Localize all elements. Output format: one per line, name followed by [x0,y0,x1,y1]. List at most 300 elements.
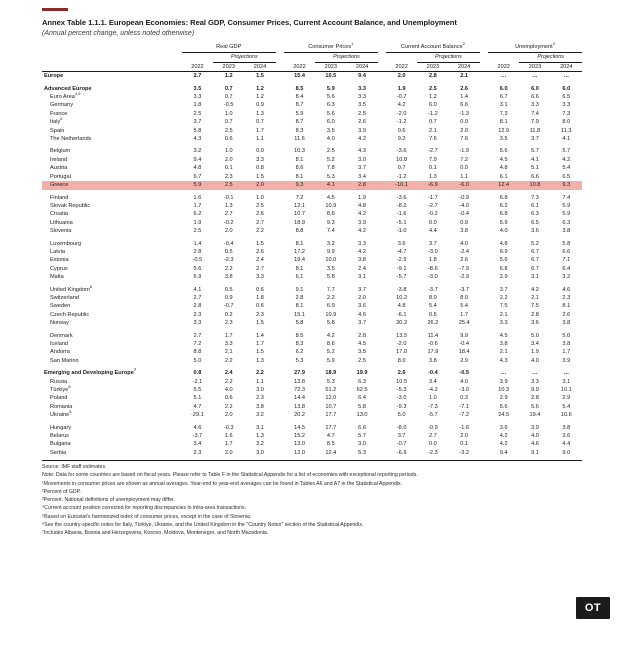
table-cell: 2.8 [193,303,202,310]
table-note: ³Percent. National definitions of unemployment may differ. [42,497,175,504]
table-cell: -29.1 [191,412,204,419]
table-cell: 4.2 [358,248,366,255]
table-cell: 3.7 [428,240,437,247]
table-cell: 3.8 [562,341,571,347]
table-cell: 4.0 [326,136,335,143]
table-cell: 6.9 [499,248,508,255]
row-label: Poland [50,395,68,402]
table-row [42,110,582,118]
table-cell: 4.1 [531,156,539,163]
page-title: Annex Table 1.1.1. European Economies: Real GDP, Consumer Prices, Current Account Balance, and Unemployment [42,18,457,27]
table-cell: 4.2 [358,228,366,235]
row-label: The Netherlands [50,136,92,143]
table-cell: 3.1 [358,274,366,281]
row-label: Emerging and Developing Europe$^7$ [44,367,137,377]
row-label: Advanced Europe [44,85,92,92]
table-cell: 7.5 [499,303,508,310]
table-row [42,164,582,172]
table-cell: 0.8 [193,370,202,377]
table-cell: -0.5 [459,370,469,377]
table-cell: 7.2 [295,194,304,201]
table-cell: 7.7 [326,286,335,293]
table-cell: 8.1 [295,240,304,247]
table-cell: 3.4 [531,341,539,347]
table-cell: 2.3 [224,173,233,180]
table-cell: 2.4 [358,265,366,272]
table-cell: 9.2 [397,136,406,143]
row-label: Denmark [50,332,73,339]
table-cell: 3.8 [256,403,264,410]
table-cell: 2.2 [224,403,233,410]
table-cell: -3.7 [428,286,438,293]
table-cell: 2.3 [224,320,233,327]
table-cell: … [500,370,507,377]
table-cell: 6.9 [193,274,202,281]
table-cell: 15.2 [294,433,305,440]
table-cell: 2.4 [256,257,264,264]
table-cell: 2.1 [499,349,508,356]
table-cell: 10.8 [396,156,408,163]
table-row [42,424,582,432]
table-cell: 0.6 [224,395,233,402]
table-row [42,181,582,189]
table-cell: 2.7 [182,72,213,81]
table-cell: 2.7 [256,265,264,272]
table-cell: 10.7 [294,211,305,218]
table-cell: 3.7 [499,286,508,293]
table-cell: 25.4 [458,320,470,327]
table-row [42,85,582,93]
table-cell: 6.5 [562,94,571,101]
table-cell: 2.5 [224,127,233,134]
table-cell: -6.1 [396,311,407,318]
table-cell: 17.9 [427,349,439,356]
table-row [42,72,582,81]
row-label: Bulgaria [50,441,71,448]
table-cell: 8.6 [295,165,304,172]
table-cell: -0.4 [428,370,438,377]
table-cell: 6.3 [326,102,335,109]
table-cell: 17.2 [294,248,305,255]
table-cell: -1.2 [396,119,407,126]
table-cell: 6.0 [499,85,508,92]
table-cell: 3.5 [193,85,202,92]
table-cell: 4.0 [531,433,539,440]
table-cell: 10.5 [315,72,346,81]
table-cell: 2.5 [358,110,366,117]
table-cell: 1.3 [256,110,264,117]
table-cell: 7.4 [531,110,539,117]
table-cell: 5.4 [562,165,571,172]
table-cell: 5.9 [499,219,508,226]
table-cell: 5.9 [562,202,571,209]
header-projections-cpi: Projections [315,53,378,62]
table-cell: 6.3 [358,378,366,385]
table-cell: 6.5 [531,219,539,226]
table-cell: -1.0 [396,228,407,235]
table-cell: 6.5 [562,173,571,180]
table-cell: 10.3 [498,387,510,394]
table-cell: 0.7 [224,94,233,101]
table-cell: -6.0 [449,181,480,189]
table-cell: 4.1 [315,181,346,189]
table-cell: 9.9 [460,332,469,339]
table-row [42,311,582,319]
table-cell: 0.6 [224,136,233,143]
table-cell: 1.4 [256,332,264,339]
table-cell: 0.0 [428,219,437,226]
table-cell: 3.8 [562,424,571,431]
table-note: ⁵Based on Eurostat's harmonized index of consumer prices, except in the case of Slovenia. [42,513,252,520]
table-row [42,127,582,135]
table-cell: 19.4 [529,412,541,419]
table-cell: 1.4 [193,240,202,247]
table-cell: 2.5 [326,148,335,155]
table-cell: 0.9 [460,119,469,126]
table-cell: 3.7 [193,119,202,126]
table-cell: 6.0 [531,85,539,92]
table-cell: -4.2 [428,387,438,394]
table-cell: -2.9 [459,274,469,281]
page-subtitle: (Annual percent change, unless noted otherwise) [42,30,195,37]
table-cell: 62.5 [356,387,368,394]
row-label: Hungary [50,424,72,431]
header-group-consumer-prices: Consumer Prices$^1$ [284,43,378,53]
table-cell: 0.1 [224,165,233,172]
table-cell: 2.0 [224,412,233,419]
table-cell: -0.5 [223,102,234,109]
header-year: 2022 [191,63,204,70]
table-cell: 7.4 [562,194,571,201]
table-row [42,386,582,394]
table-cell: 1.8 [256,294,264,301]
table-cell: 19.4 [294,257,305,264]
table-row [42,202,582,210]
table-row [42,227,582,235]
table-cell: 6.1 [295,274,304,281]
table-cell: 5.6 [499,148,508,155]
table-cell: 5.8 [326,274,335,281]
table-cell: 8.1 [295,173,304,180]
table-cell: -2.3 [428,449,438,456]
table-cell: 0.7 [224,119,233,126]
table-cell: 0.7 [256,119,264,126]
table-notes [42,460,582,537]
table-cell: 1.7 [460,311,469,318]
table-cell: 1.3 [224,202,233,209]
table-cell: 1.7 [256,341,264,347]
table-cell: 1.7 [193,202,202,209]
table-cell: 8.5 [295,332,304,339]
table-cell: 4.2 [358,136,366,143]
table-cell: 9.9 [326,248,335,255]
table-cell: 8.6 [326,211,335,218]
table-cell: 4.2 [531,286,539,293]
table-cell: 2.0 [224,449,233,456]
table-cell: 6.6 [531,173,539,180]
table-cell: 7.8 [326,165,335,172]
table-cell: -1.6 [396,211,407,218]
table-cell: 0.9 [460,219,469,226]
row-label: Cyprus [50,265,68,272]
table-cell: -3.0 [428,248,438,255]
header-blank [42,43,182,53]
table-cell: 3.8 [499,341,508,347]
table-cell: 26.2 [427,320,439,327]
table-cell: 0.8 [256,165,264,172]
table-cell: -1.6 [459,424,469,431]
row-label: Europe [42,72,182,81]
header-group-unemployment: Unemployment$^3$ [488,43,582,53]
table-cell: 1.5 [256,320,264,327]
table-cell: 3.0 [256,387,264,394]
row-label: Austria [50,165,68,172]
table-cell: 2.5 [256,202,264,209]
row-label: Romania [50,403,73,410]
table-cell: -2.9 [396,257,407,264]
table-cell: 18.9 [325,370,337,377]
table-cell: 9.4 [346,72,377,81]
table-cell: -3.6 [396,148,407,155]
table-cell: 7.9 [531,119,539,126]
table-cell: 4.0 [499,228,508,235]
table-cell: 13.5 [396,332,408,339]
table-cell: 13.8 [294,403,305,410]
table-cell: -2.1 [192,378,203,385]
table-cell: 3.7 [358,165,366,172]
table-cell: 17.7 [325,412,337,419]
table-row [42,403,582,411]
table-cell: 7.1 [562,257,571,264]
table-cell: -7.1 [459,403,469,410]
header-projections-ca: Projections [417,53,480,62]
row-label: Malta [50,274,64,281]
row-label: Luxembourg [50,240,82,247]
table-row [42,394,582,402]
table-cell: 0.9 [224,294,233,301]
table-note: ²Percent of GDP. [42,488,81,495]
table-cell: 3.8 [428,357,437,364]
table-cell: -0.2 [428,211,438,218]
table-cell: 4.0 [224,387,233,394]
table-cell: -5.1 [396,219,407,226]
table-row [42,101,582,109]
table-cell: 2.0 [386,72,417,81]
table-cell: 4.3 [358,148,366,155]
table-cell: -3.7 [192,433,203,440]
table-cell: 2.2 [224,357,233,364]
table-row [42,432,582,440]
table-cell: 2.5 [193,228,202,235]
table-cell: 6.8 [499,211,508,218]
table-cell: -3.0 [459,387,469,394]
table-cell: 5.3 [326,173,335,180]
table-cell: 5.4 [428,303,437,310]
table-cell: 0.6 [256,303,264,310]
table-cell: 2.6 [460,85,469,92]
table-cell: 3.3 [531,378,539,385]
table-cell: 8.3 [295,127,304,134]
table-cell: 1.2 [256,94,264,101]
table-cell: 4.2 [397,102,406,109]
table-cell: 6.4 [562,265,571,272]
table-cell: -0.1 [223,194,234,201]
table-cell: -0.7 [396,94,407,101]
table-row [42,348,582,356]
table-cell: 5.8 [193,127,202,134]
table-row [42,286,582,294]
table-cell: 2.9 [499,274,508,281]
table-cell: 5.7 [358,433,366,440]
table-note: Source: IMF staff estimates. [42,464,107,471]
table-cell: 4.3 [193,136,202,143]
table-cell: 5.6 [499,257,508,264]
table-cell: 72.3 [294,387,305,394]
table-cell: 9.3 [326,219,335,226]
table-cell: 7.9 [428,156,437,163]
table-cell: 3.9 [358,127,366,134]
table-cell: 18.4 [458,349,470,356]
table-cell: 19.9 [356,370,368,377]
table-cell: -2.7 [428,202,438,209]
table-cell: 1.1 [256,378,264,385]
table-cell: 8.1 [295,265,304,272]
table-cell: 5.4 [460,303,469,310]
table-cell: 6.2 [295,349,304,356]
table-cell: 3.3 [531,102,539,109]
header-year: 2023 [324,63,338,70]
table-cell: 3.3 [499,320,508,327]
table-cell: 0.9 [256,148,264,155]
header-projections-unemp: Projections [519,53,582,62]
header-projections-gdp: Projections [213,53,276,62]
table-cell: 13.8 [294,378,305,385]
table-cell: 14.5 [294,424,305,431]
table-cell: 3.0 [358,441,366,448]
table-cell: 3.6 [397,240,406,247]
table-cell: 8.7 [295,119,304,126]
table-cell: 1.9 [193,219,202,226]
table-cell: -3.7 [459,286,469,293]
table-cell: 11.8 [529,127,541,134]
table-cell: 7.3 [562,110,571,117]
table-cell: 4.2 [326,332,335,339]
table-cell: 4.3 [499,357,508,364]
header-year: 2024 [457,63,471,70]
table-cell: 5.6 [326,94,335,101]
table-cell: 5.8 [326,320,335,327]
table-cell: 2.6 [397,370,406,377]
table-cell: -0.7 [223,303,234,310]
table-cell: 9.1 [531,449,539,456]
table-cell: 5.0 [397,412,406,419]
table-cell: 2.8 [531,395,539,402]
table-cell: 5.4 [562,403,571,410]
table-cell: 8.1 [562,303,571,310]
table-cell: 2.7 [428,433,437,440]
table-cell: 5.7 [531,148,539,155]
table-cell: 0.0 [460,165,469,172]
table-cell: 6.7 [531,257,539,264]
table-cell: -0.7 [396,441,407,448]
table-note: ⁴Current account position corrected for reporting discrepancies in intra-area transactions. [42,505,247,512]
table-cell: 3.9 [358,219,366,226]
table-cell: 3.3 [224,341,233,347]
table-cell: 3.8 [224,274,233,281]
table-cell: -5.7 [428,412,438,419]
header-year: 2023 [222,63,235,70]
table-cell: 2.5 [213,181,244,189]
header-group-current-account: Current Account Balance$^2$ [386,43,480,53]
table-cell: 6.9 [326,303,335,310]
table-cell: 2.6 [460,257,469,264]
table-cell: 1.1 [256,136,264,143]
table-cell: 9.1 [295,286,304,293]
table-note: Note: Data for some countries are based on fiscal years. Please refer to Table F in the Statistical Appendix for a list of economies with exceptional reporting periods. [42,472,418,479]
table-cell: 8.5 [295,85,304,92]
table-cell: 4.6 [193,424,202,431]
table-cell: 2.0 [460,433,469,440]
table-cell: 10.9 [325,311,337,318]
header-gap-3 [480,43,488,53]
table-cell: -0.9 [428,424,438,431]
table-cell: 2.2 [256,228,264,235]
table-cell: 3.3 [256,156,264,163]
table-cell: 10.1 [560,387,572,394]
table-cell: 3.3 [358,94,366,101]
table-cell: 3.2 [326,240,335,247]
table-cell: 1.0 [256,194,264,201]
table-cell: -8.0 [396,424,407,431]
table-cell: -6.9 [417,181,448,189]
table-row [42,147,582,155]
table-cell: 5.2 [326,349,335,356]
table-cell: -4.0 [459,202,469,209]
table-cell: 3.5 [358,102,366,109]
table-note: ¹Movements in consumer prices are shown as annual averages. Year-end to year-end averages can be found in Tables A6 and A7 in the Statistical Appendix. [42,480,403,487]
table-cell: 10.0 [325,257,337,264]
table-cell: 8.6 [326,341,335,347]
table-cell: 27.9 [294,370,305,377]
table-cell: 15.1 [294,311,305,318]
table-cell: -5.7 [396,274,407,281]
row-label: United Kingdom$^6$ [50,283,93,293]
table-cell: -3.2 [459,449,469,456]
table-cell: 3.6 [358,303,366,310]
annex-table [42,43,582,457]
row-label: Norway [50,320,69,327]
table-cell: 3.6 [562,433,571,440]
table-row [42,294,582,302]
table-cell: 0.1 [428,165,437,172]
table-cell: 8.4 [295,94,304,101]
table-cell: -7.3 [428,403,438,410]
header-year: 2024 [355,63,369,70]
table-cell: 1.8 [193,102,202,109]
table-cell: 2.0 [224,228,233,235]
table-cell: … [532,370,538,377]
table-cell: 3.3 [562,102,571,109]
table-row [42,411,582,419]
table-cell: 3.3 [193,94,202,101]
table-row [42,210,582,218]
table-row [42,156,582,164]
table-row [42,273,582,281]
table-cell: 4.7 [193,403,202,410]
table-cell: 1.9 [397,85,406,92]
header-groups-row [42,43,582,53]
table-cell: 3.2 [562,274,571,281]
